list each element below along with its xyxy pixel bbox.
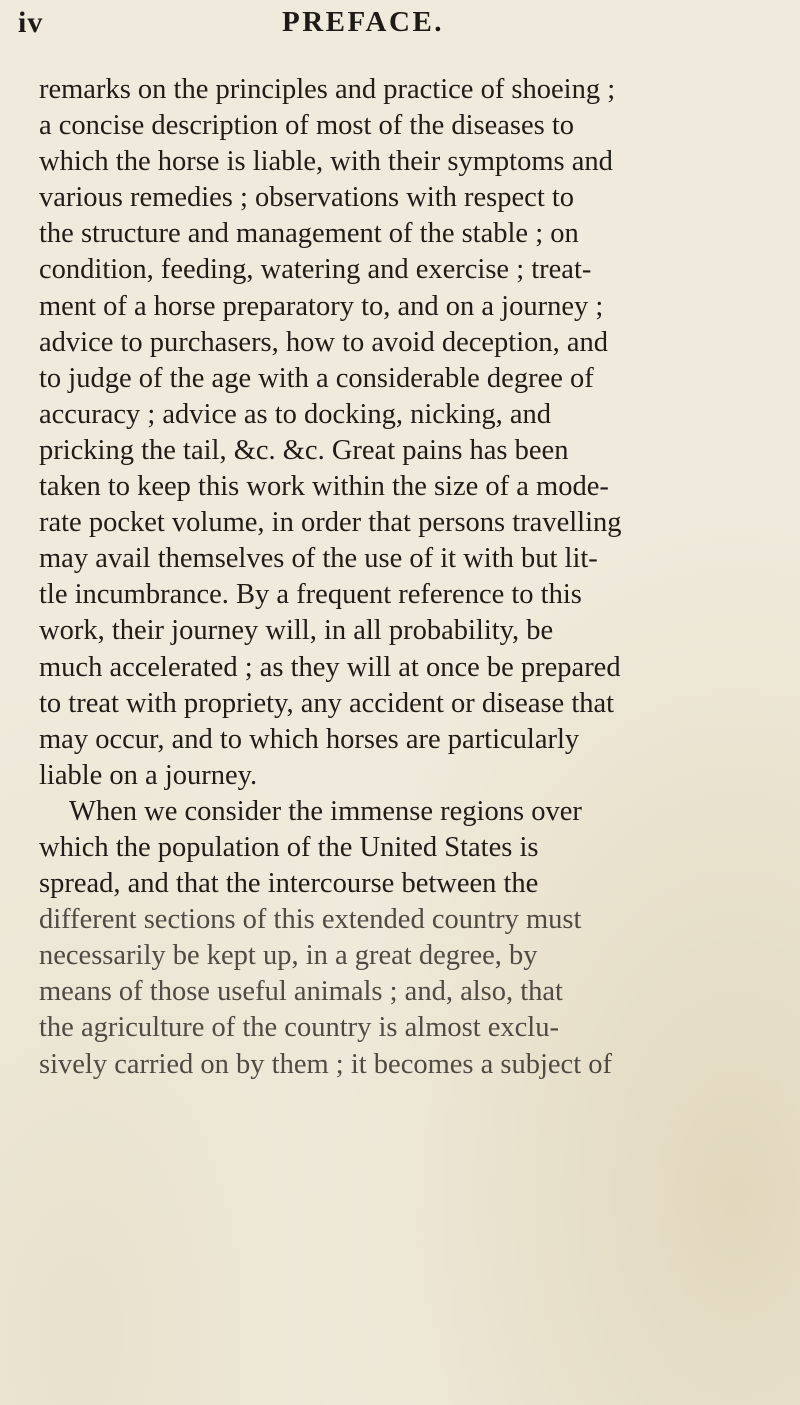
text-line: necessarily be kept up, in a great degree, by bbox=[39, 940, 538, 972]
text-line: rate pocket volume, in order that persons travelling bbox=[39, 507, 622, 539]
text-line: a concise description of most of the diseases to bbox=[39, 110, 575, 142]
text-line: work, their journey will, in all probability, be bbox=[39, 615, 554, 647]
text-line: advice to purchasers, how to avoid deception, and bbox=[39, 326, 609, 358]
text-line: the structure and management of the stable ; on bbox=[39, 218, 579, 250]
text-line: liable on a journey. bbox=[39, 759, 258, 791]
text-line: remarks on the principles and practice of shoeing ; bbox=[39, 74, 616, 105]
text-line: ment of a horse preparatory to, and on a journey ; bbox=[39, 290, 604, 322]
text-line: different sections of this extended country must bbox=[39, 904, 582, 936]
page-header bbox=[0, 4, 800, 56]
text-line: may avail themselves of the use of it with but lit- bbox=[39, 543, 598, 575]
text-line: taken to keep this work within the size of a mode- bbox=[39, 471, 609, 503]
text-line: which the population of the United States is bbox=[39, 831, 539, 863]
text-line: condition, feeding, watering and exercise ; treat- bbox=[39, 254, 592, 286]
text-line: to judge of the age with a considerable degree of bbox=[39, 362, 594, 394]
text-line: the agriculture of the country is almost exclu- bbox=[39, 1012, 559, 1044]
text-line: tle incumbrance. By a frequent reference to this bbox=[39, 579, 582, 611]
text-line: means of those useful animals ; and, also, that bbox=[39, 976, 563, 1008]
text-line: much accelerated ; as they will at once be prepared bbox=[39, 651, 621, 683]
text-line: which the horse is liable, with their symptoms and bbox=[39, 146, 613, 178]
text-line: pricking the tail, &c. &c. Great pains has been bbox=[39, 434, 569, 466]
text-line: may occur, and to which horses are particularly bbox=[39, 723, 580, 755]
text-line: accuracy ; advice as to docking, nicking, and bbox=[39, 398, 552, 430]
running-head: PREFACE. bbox=[282, 6, 445, 38]
text-line: spread, and that the intercourse between the bbox=[39, 868, 539, 900]
page-number: iv bbox=[18, 6, 44, 39]
text-line: sively carried on by them ; it becomes a subject of bbox=[39, 1048, 612, 1080]
paragraph-start-line: When we consider the immense regions over bbox=[69, 795, 582, 827]
text-line: various remedies ; observations with respect to bbox=[39, 182, 575, 214]
text-line: to treat with propriety, any accident or disease that bbox=[39, 687, 615, 719]
body-text bbox=[39, 72, 799, 1083]
